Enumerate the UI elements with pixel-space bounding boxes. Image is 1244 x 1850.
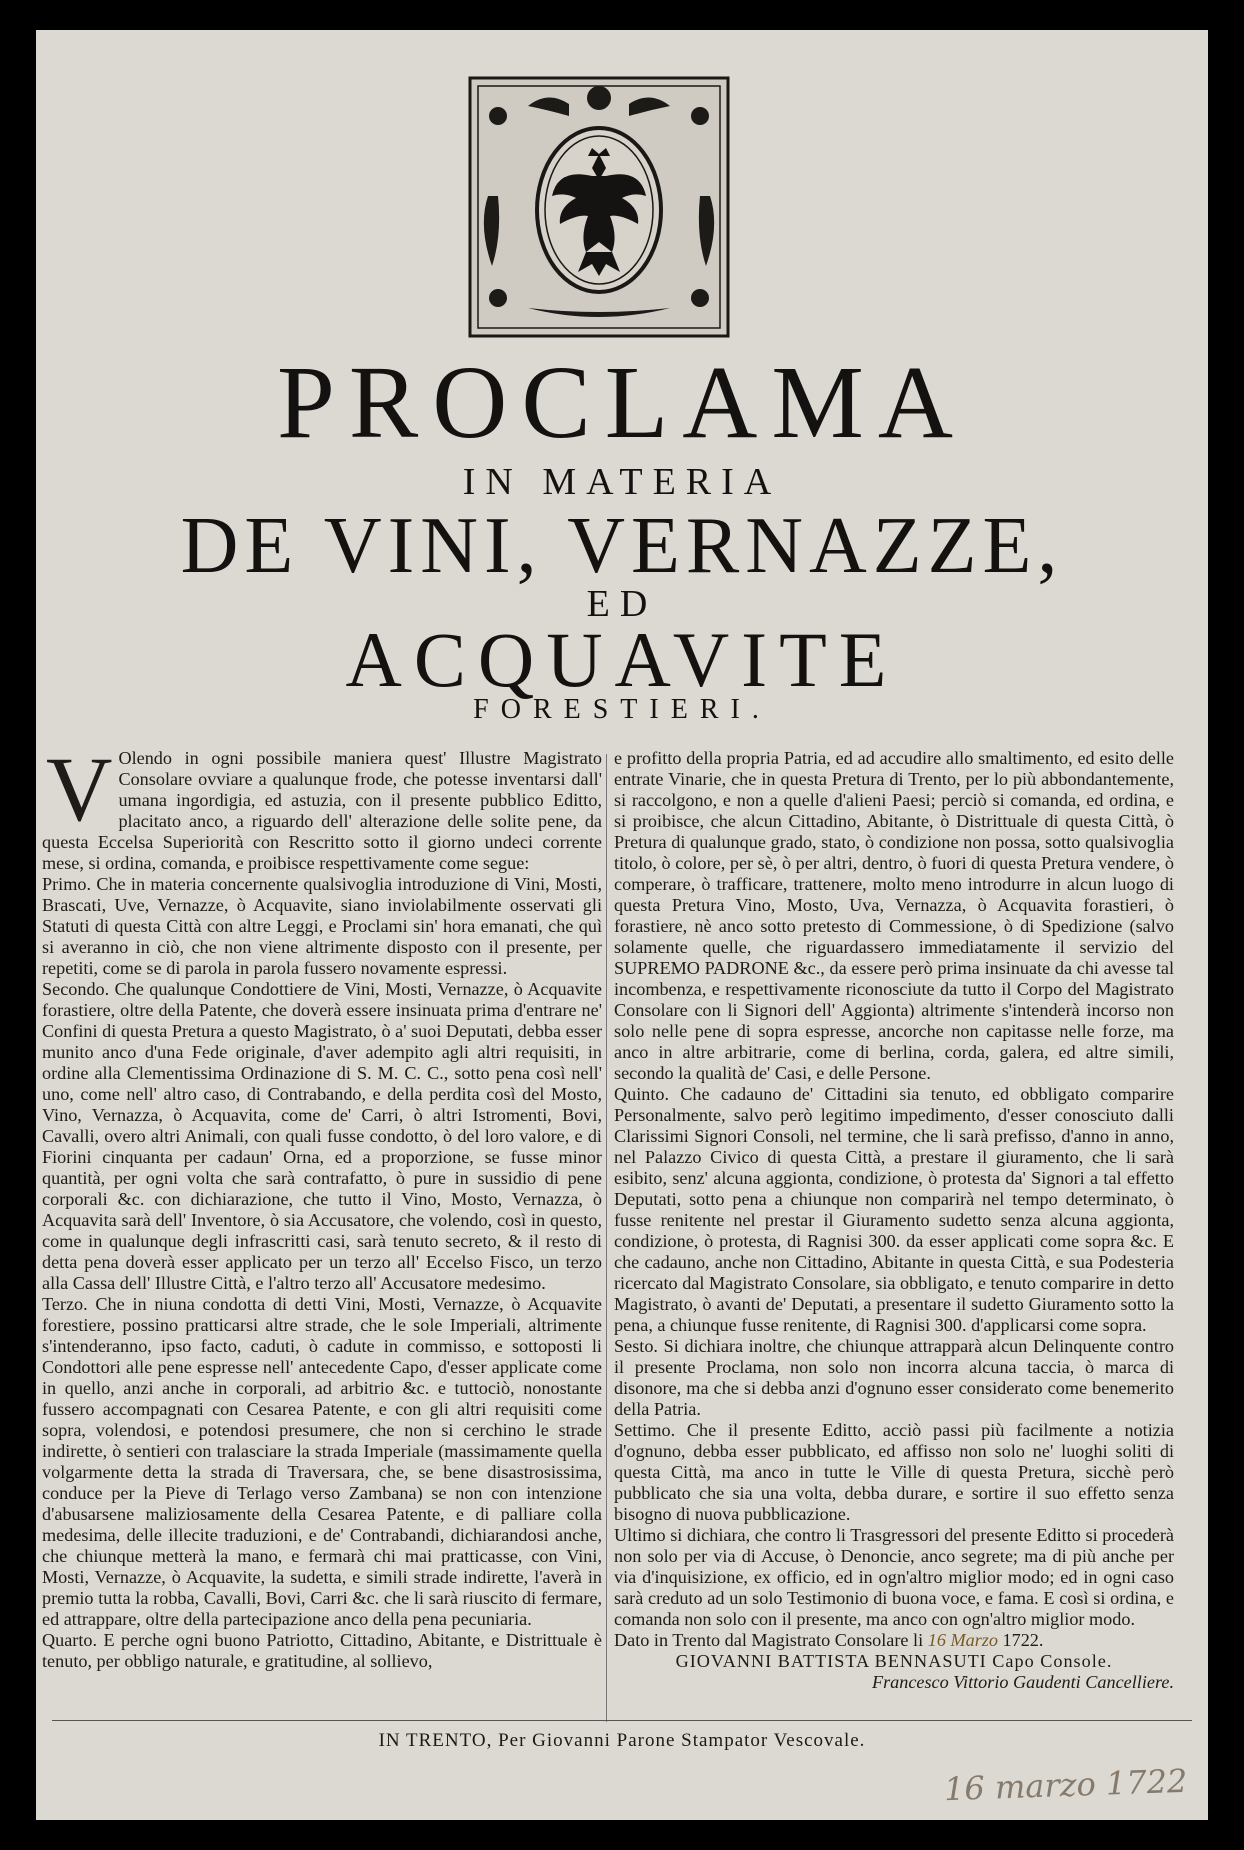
text-column-right [614,748,1174,1693]
dated-year: 1722. [1002,1630,1044,1650]
column-divider [606,754,607,1722]
proclamation-sheet [36,30,1208,1820]
intro-paragraph [42,738,602,874]
text-column-left [42,738,602,1672]
drop-cap-letter: V [46,738,113,840]
article-primo: Primo. Che in materia concernente qualsivoglia introduzione di Vini, Mosti, Brascati, Uve, Vernazze, ò Acquavite, siano inviolabilmente osservati gli Statuti di questa Città con altre Leggi, e Proclami sin' hora emanati, che quì si averanno in ciò, che non viene altrimente disposto con il presente, per repetiti, come se di parola in parola fussero novamente espressi. [42,874,602,978]
title-proclama: PROCLAMA [277,345,967,460]
article-quarto-continued: e profitto della propria Patria, ed ad accudire allo smaltimento, ed esito delle entrate Vinarie, che in questa Pretura di Trento, per lo più abbondantemente, si raccolgono, e non a quelle d'alieni Paesi; perciò si comanda, ed ordina, e si proibisce, che alcun Cittadino, Abitante, ò Distrittuale di questa Città, ò Pretura di qualunque grado, stato, ò condizione non possa, sotto qualsivoglia titolo, ò colore, per sè, ò per altri, dentro, ò fuori di questa Pretura vendere, ò comperare, ò trafficare, trattenere, molto meno introdurre in alcun luogo di questa Pretura Vino, Mosto, Uva, Vernazza, ò Acquavita forastieri, ò forastiere, nè anco sotto pretesto di Commessione, ò di Spedizione (salvo solamente quelle, che riguardassero immediatamente il servizio del SUPREMO PADRONE &c., da essere però prima insinuate da chi avesse tal incombenza, e respettivamente riconosciute da tutto il Corpo del Magistrato Consolare con li Signori dell' Aggionta) altrimente s'intenderà incorso non solo nelle pene di sopra espresse, ancorche non capitasse nelle forze, ma anco in altre arbitrarie, come di berlina, corda, galera, ed altre simili, secondo la qualità de' Casi, e delle Persone. [614,748,1174,1083]
title-in-materia: IN MATERIA [462,461,782,503]
dated-line [614,1630,1174,1651]
article-quinto: Quinto. Che cadauno de' Cittadini sia tenuto, ed obbligato comparire Personalmente, salvo però legitimo impedimento, d'esser conosciuto dalli Clarissimi Signori Consoli, nel termine, che li sarà prefisso, d'anno in anno, nel Palazzo Civico di questa Città, a prestare il giuramento, che li sarà esibito, senz' alcuna aggionta, condizione, ò protesta da' Signori a tal effetto Deputati, sotto pena a chiunque non comparirà nel tempo determinato, ò fusse renitente nel prestar il Giuramento sudetto senza alcuna aggionta, condizione, ò protesta, di Ragnisi 300. da esser applicati come sopra &c. E che cadauno, anche non Cittadino, Abitante in questa Città, e sua Podesteria ricercato dal Magistrato Consolare, sia obbligato, e tenuto comparire in detto Magistrato, ò avanti de' Deputati, a presentare il sudetto Giuramento sotto la pena, a chiunque fusse renitente, di Ragnisi 300. d'applicarsi come sopra. [614,1084,1174,1335]
article-quarto: Quarto. E perche ogni buono Patriotto, Cittadino, Abitante, e Distrittuale è tenuto, per obbligo naturale, e gratitudine, al sollievo, [42,1630,602,1671]
article-settimo: Settimo. Che il presente Editto, acciò passi più facilmente a notizia d'ognuno, debba esser pubblicato, ed affisso non solo ne' luoghi soliti di questa Città, ma anco in tutte le Ville di questa Pretura, sicchè però pubblicato che sia una volta, debba durare, e sortire il suo effetto senza bisogno di nuova pubblicazione. [614,1420,1174,1524]
article-ultimo: Ultimo si dichiara, che contro li Trasgressori del presente Editto si procederà non solo per via di Accuse, ò Denoncie, anco segrete; ma di più anche per via d'inquisizione, ex officio, ed in ogn'altro miglior modo; ed in ogni caso sarà creduto ad un solo Testimonio di buona voce, e fama. E così si ordina, e comanda non solo con il presente, ma anco con ogn'altro miglior modo. [614,1525,1174,1629]
title-acquavite: ACQUAVITE [345,616,899,703]
consul-signature: GIOVANNI BATTISTA BENNASUTI Capo Console. [675,1651,1113,1671]
article-terzo: Terzo. Che in niuna condotta di detti Vini, Mosti, Vernazze, ò Acquavite forestiere, possino pratticarsi altre strade, che le sole Imperiali, altrimente s'intenderanno, ipso facto, caduti, ò cadute in commisso, e sottoposti li Condottori alle pene espresse nell' antecedente Capo, d'esser applicate come in quello, anzi anche in corporali, ad arbitrio &c. e tuttociò, nonostante fussero accompagnati con Cesarea Patente, e con gli altri requisiti come sopra, volendosi, e potendosi presumere, che non si cerchino le strade indirette, ò sentieri con tralasciare la strada Imperiale (massimamente quella volgarmente detta la strada di Traversara, che, se bene disastrosissima, conduce per la Pieve di Terlago verso Zambana) se non con intenzione d'abusarsene maliziosamente della Cesarea Patente, e di palliare colla medesima, delle illecite traduzioni, e de' Contrabandi, dichiarandosi anche, che chiunque metterà la mano, e fermarà chi mai pratticasse, con Vini, Mosti, Vernazze, ò Acquavite, la sudetta, e simili strade indirette, l'averà in premio tutta la robba, Cavalli, Bovi, Carri &c. che li sarà riuscito di fermare, ed attrappare, oltre della partecipazione anco della pena pecuniaria. [42,1294,602,1629]
dated-prefix: Dato in Trento dal Magistrato Consolare li [614,1630,924,1650]
title-forestieri: FORESTIERI. [473,694,771,725]
printer-imprint: IN TRENTO, Per Giovanni Parone Stampator Vescovale. [378,1730,866,1751]
footer-rule [52,1720,1192,1721]
handwritten-day: 16 Marzo [927,1630,998,1650]
article-sesto: Sesto. Si dichiara inoltre, che chiunque attrapparà alcun Delinquente contro il presente Proclama, non solo non incorra alcuna taccia, ò marca di disonore, ma che si debba anzi d'ognuno esser considerato come benemerito della Patria. [614,1336,1174,1419]
intro-text: Olendo in ogni possibile maniera quest' Illustre Magistrato Consolare ovviare a qualunque frode, che potesse inventarsi dall' umana ingordigia, ed astuzia, con il presente pubblico Editto, placitato anco, a riguardo dell' alterazione delle solite pene, da questa Eccelsa Superiorità con Rescritto sotto il giorno undeci corrente mese, si ordina, comanda, e proibisce respettivamente come segue: [42,748,602,873]
chancellor-signature: Francesco Vittorio Gaudenti Cancelliere. [871,1672,1174,1692]
handwritten-archive-date: 16 marzo 1722 [943,1761,1188,1809]
title-de-vini-vernazze: DE VINI, VERNAZZE, [180,502,1064,590]
article-secondo: Secondo. Che qualunque Condottiere de Vini, Mosti, Vernazze, ò Acquavite forastiere, oltre della Patente, che doverà essere insinuata prima d'entrare ne' Confini di questa Pretura a questo Magistrato, ò a' suoi Deputati, debba esser munito anco d'una Fede originale, d'aver adempito agli altri requisiti, in ordine alla Clementissima Ordinazione di S. M. C. C., sotto pena così nell' uno, come nell' altro caso, di Contrabando, e della perdita così del Mosto, Vino, Vernazza, ò Acquavita, come de' Carri, ò altri Istromenti, Bovi, Cavalli, overo altri Animali, con quali fusse condotto, ò del loro valore, e di Fiorini cinquanta per cadaun' Orna, ed a proporzione, se fusse minor quantità, per ogni volta che sarà contrafatto, ò pure in sussidio di pene corporali &c. con dichiarazione, che tutto il Vino, Mosto, Vernazza, ò Acquavita sarà dell' Inventore, ò sia Accusatore, che volendo, così in questo, come in qualunque degli infrascritti casi, sarà tenuto secreto, & il resto di detta pena doverà esser applicato per un terzo all' Eccelso Fisco, un terzo alla Cassa dell' Illustre Città, e l'altro terzo all' Accusatore medesimo. [42,979,602,1293]
title-ed: ED [586,583,658,625]
coat-of-arms-woodcut [468,76,730,338]
